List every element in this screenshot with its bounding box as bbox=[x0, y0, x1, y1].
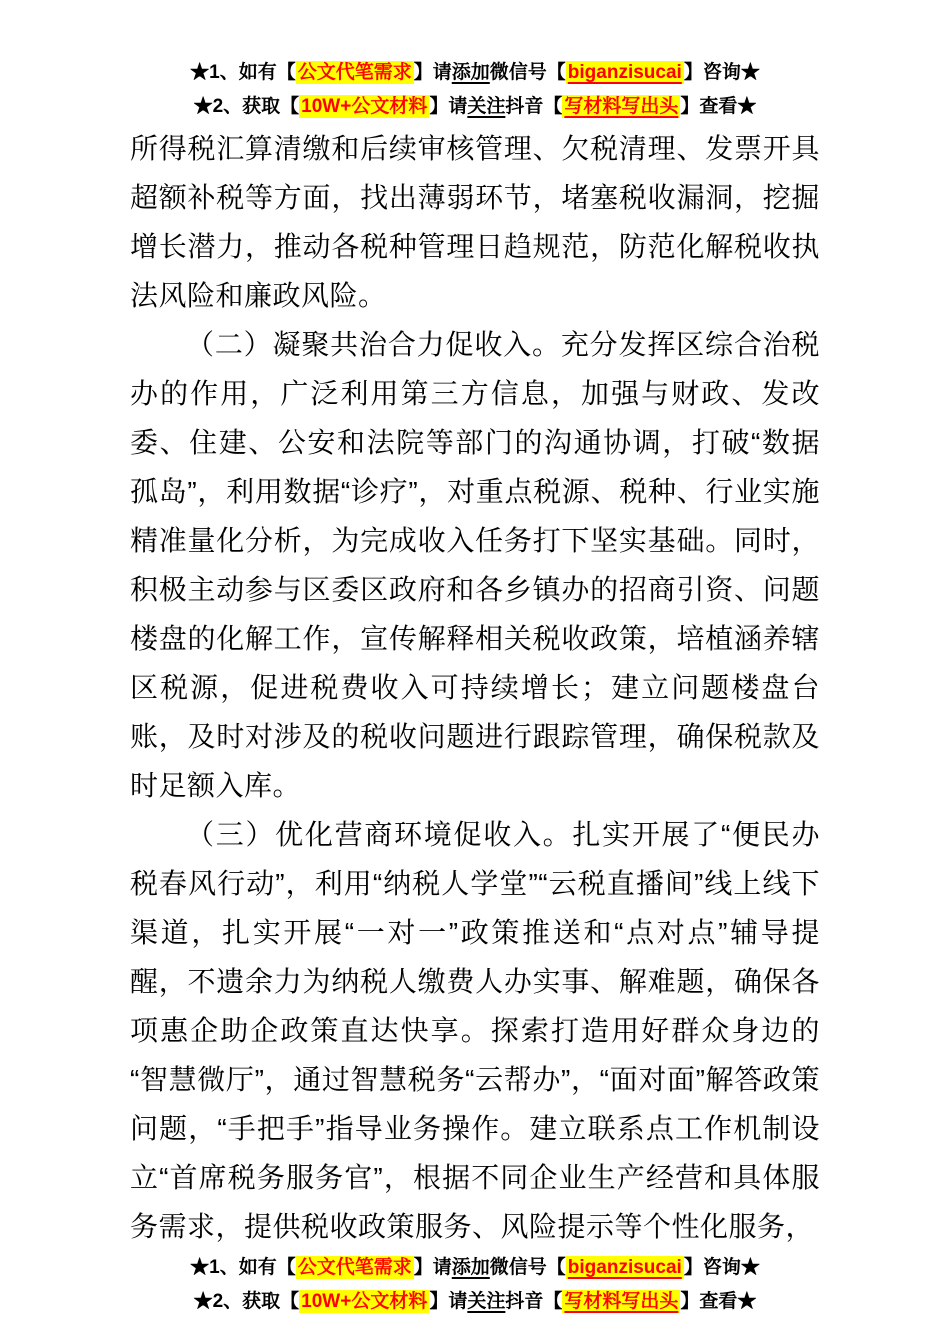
promo-line-2 bbox=[0, 90, 950, 124]
paragraph-business-environment: （三）优化营商环境促收入。扎实开展了“便民办税春风行动”，利用“纳税人学堂”“云税直播间”线上线下渠道，扎实开展“一对一”政策推送和“点对点”辅导提醒，不遗余力为纳税人缴费人办实事、解难题，确保各项惠企助企政策直达快享。探索打造用好群众身边的“智慧微厅”，通过智慧税务“云帮办”，“面对面”解答政策问题，“手把手”指导业务操作。建立联系点工作机制设立“首席税务服务官”，根据不同企业生产经营和具体服务需求，提供税收政策服务、风险提示等个性化服务， bbox=[130, 819, 820, 1242]
promo-text: 】请 bbox=[413, 62, 452, 83]
promo-text: 】查看★ bbox=[680, 1291, 757, 1312]
promo-text: 】咨询★ bbox=[683, 62, 760, 83]
paragraph-joint-governance: （二）凝聚共治合力促收入。充分发挥区综合治税办的作用，广泛利用第三方信息，加强与财政、发改委、住建、公安和法院等部门的沟通协调，打破“数据孤岛”，利用数据“诊疗”，对重点税源、税种、行业实施精准量化分析，为完成收入任务打下坚实基础。同时，积极主动参与区委区政府和各乡镇办的招商引资、问题楼盘的化解工作，宣传解释相关税收政策，培植涵养辖区税源，促进税费收入可持续增长；建立问题楼盘台账，及时对涉及的税收问题进行跟踪管理，确保税款及时足额入库。 bbox=[130, 329, 820, 801]
promo-line-1 bbox=[0, 56, 950, 90]
promo-text: 】查看★ bbox=[680, 96, 757, 117]
promo-text: ★2、获取【 bbox=[193, 1291, 300, 1312]
promo-text: ★1、如有【 bbox=[190, 1257, 296, 1278]
promo-line-1 bbox=[0, 1251, 950, 1285]
promo-text: 】咨询★ bbox=[683, 1257, 760, 1278]
promo-text: 微信号【 bbox=[489, 62, 566, 83]
promo-text: 抖音【 bbox=[505, 1291, 563, 1312]
highlight-material-keyword: 10W+公文材料 bbox=[301, 96, 428, 117]
promo-text: 微信号【 bbox=[489, 1257, 566, 1278]
highlight-material-keyword: 10W+公文材料 bbox=[301, 1291, 428, 1312]
underline-follow-word: 关注 bbox=[467, 1291, 506, 1312]
underline-add-word: 添加 bbox=[451, 62, 490, 83]
promo-text: 抖音【 bbox=[505, 96, 563, 117]
promo-text: 】请 bbox=[429, 1291, 468, 1312]
douyin-account-name: 写材料写出头 bbox=[564, 1291, 679, 1312]
promo-text: 】请 bbox=[429, 96, 468, 117]
wechat-id: biganzisucai bbox=[567, 1257, 682, 1278]
highlight-service-keyword: 公文代笔需求 bbox=[297, 1257, 412, 1278]
douyin-account-name: 写材料写出头 bbox=[564, 96, 679, 117]
underline-add-word: 添加 bbox=[451, 1257, 490, 1278]
promo-banner-bottom bbox=[0, 1251, 950, 1344]
promo-text: ★2、获取【 bbox=[193, 96, 300, 117]
promo-line-2 bbox=[0, 1285, 950, 1319]
wechat-id: biganzisucai bbox=[567, 62, 682, 83]
promo-text: 】请 bbox=[413, 1257, 452, 1278]
paragraph-tax-risk: 所得税汇算清缴和后续审核管理、欠税清理、发票开具超额补税等方面，找出薄弱环节，堵塞税收漏洞，挖掘增长潜力，推动各税种管理日趋规范，防范化解税收执法风险和廉政风险。 bbox=[130, 133, 820, 311]
promo-banner-top bbox=[0, 0, 950, 124]
highlight-service-keyword: 公文代笔需求 bbox=[297, 62, 412, 83]
underline-follow-word: 关注 bbox=[467, 96, 506, 117]
document-body bbox=[130, 124, 820, 1251]
promo-text: ★1、如有【 bbox=[190, 62, 296, 83]
